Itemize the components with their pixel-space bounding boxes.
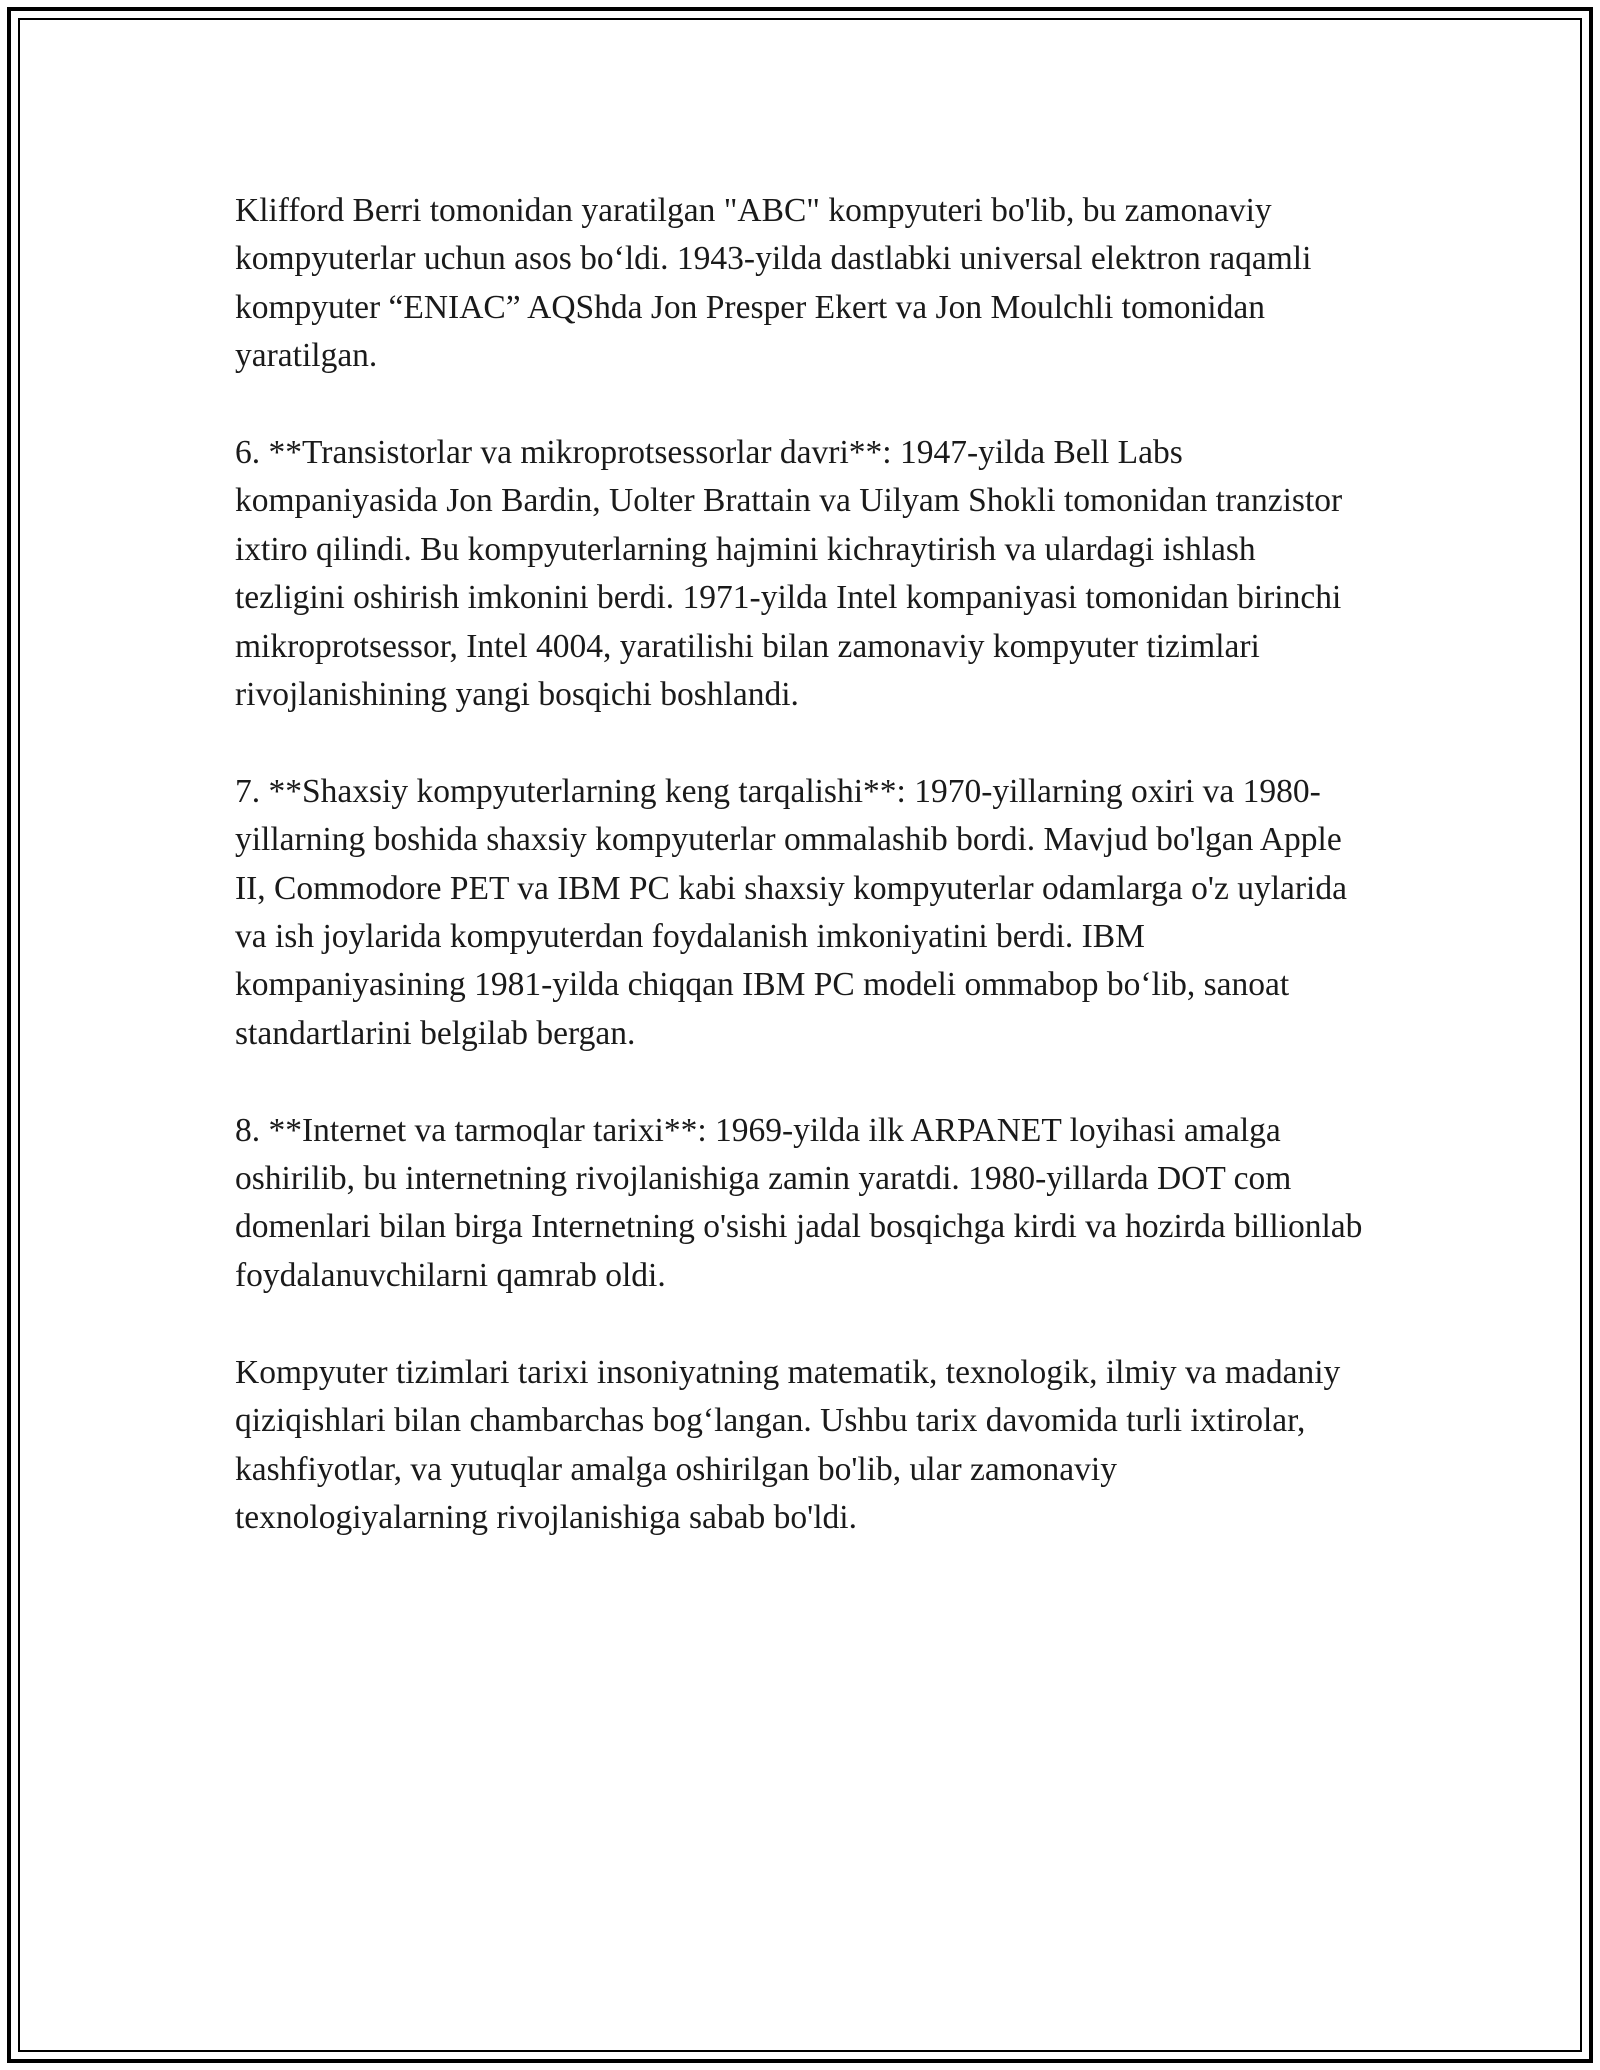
paragraph-abc-eniac: Klifford Berri tomonidan yaratilgan "ABC" kompyuteri bo'lib, bu zamonaviy kompyuterlar uchun asos bo‘ldi. 1943-yilda dastlabki universal elektron raqamli kompyuter “ENIAC” AQShda Jon Presper Ekert va Jon Moulchli tomonidan yaratilgan.	[235, 192, 1312, 375]
document-body	[235, 187, 1365, 1591]
paragraph-transistors: 6. **Transistorlar va mikroprotsessorlar davri**: 1947-yilda Bell Labs kompaniyasida Jon Bardin, Uolter Brattain va Uilyam Shokli tomonidan tranzistor ixtiro qilindi. Bu kompyuterlarning hajmini kichraytirish va ulardagi ishlash tezligini oshirish imkonini berdi. 1971-yilda Intel kompaniyasi tomonidan birinchi mikroprotsessor, Intel 4004, yaratilishi bilan zamonaviy kompyuter tizimlari rivojlanishining yangi bosqichi boshlandi.	[235, 434, 1343, 714]
paragraph-conclusion: Kompyuter tizimlari tarixi insoniyatning matematik, texnologik, ilmiy va madaniy qiziqishlari bilan chambarchas bog‘langan. Ushbu tarix davomida turli ixtirolar, kashfiyotlar, va yutuqlar amalga oshirilgan bo'lib, ular zamonaviy texnologiyalarning rivojlanishiga sabab bo'ldi.	[235, 1353, 1341, 1536]
paragraph-internet: 8. **Internet va tarmoqlar tarixi**: 1969-yilda ilk ARPANET loyihasi amalga oshirilib, bu internetning rivojlanishiga zamin yaratdi. 1980-yillarda DOT com domenlari bilan birga Internetning o'sishi jadal bosqichga kirdi va hozirda billionlab foydalanuvchilarni qamrab oldi.	[235, 1111, 1363, 1294]
paragraph-personal-computers: 7. **Shaxsiy kompyuterlarning keng tarqalishi**: 1970-yillarning oxiri va 1980-yillarning boshida shaxsiy kompyuterlar ommalashib bordi. Mavjud bo'lgan Apple II, Commodore PET va IBM PC kabi shaxsiy kompyuterlar odamlarga o'z uylarida va ish joylarida kompyuterdan foydalanish imkoniyatini berdi. IBM kompaniyasining 1981-yilda chiqqan IBM PC modeli ommabop bo‘lib, sanoat standartlarini belgilab bergan.	[235, 772, 1347, 1052]
